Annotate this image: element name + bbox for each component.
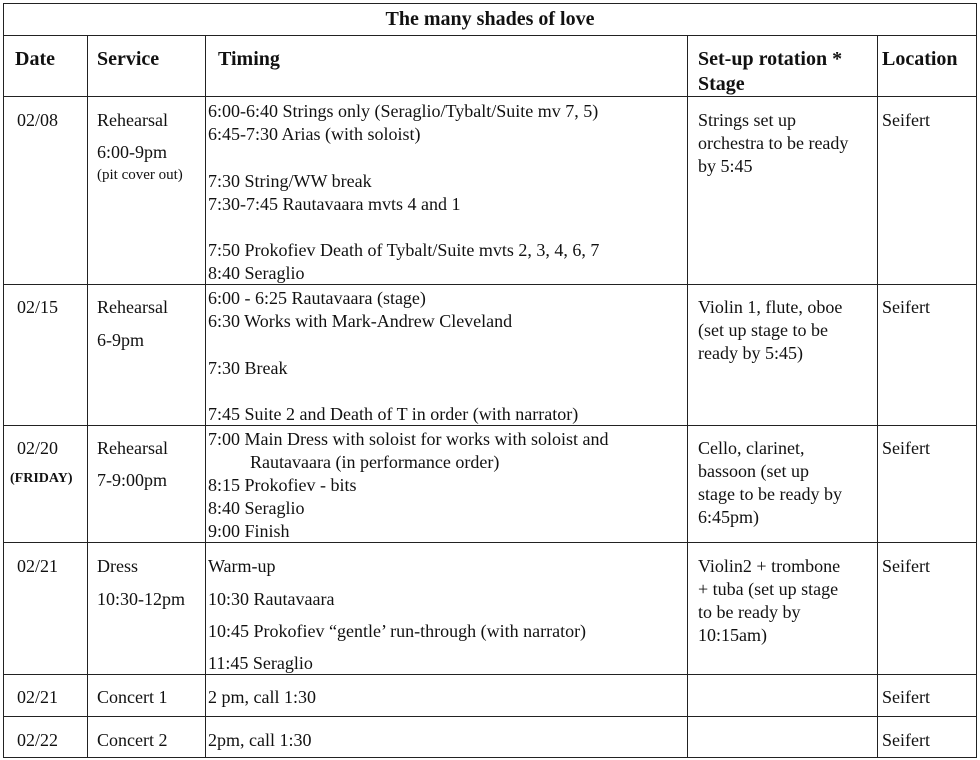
header-service: Service <box>97 48 160 70</box>
row3-setup-2: bassoon (set up <box>698 461 809 481</box>
row4-timing-2: 10:30 Rautavaara <box>208 589 335 609</box>
rule-row5 <box>3 716 977 717</box>
row4-service-time: 10:30-12pm <box>97 589 185 609</box>
row2-service-time: 6-9pm <box>97 330 144 350</box>
row2-timing-3: 7:30 Break <box>208 358 288 378</box>
row1-timing-6: 8:40 Seraglio <box>208 263 305 283</box>
row2-date: 02/15 <box>17 297 59 317</box>
row6-service: Concert 2 <box>97 730 168 750</box>
row4-location: Seifert <box>882 556 930 576</box>
row5-date: 02/21 <box>17 687 59 707</box>
row3-date: 02/20 <box>17 438 59 458</box>
row3-timing-1: 7:00 Main Dress with soloist for works with soloist and <box>208 429 609 449</box>
table-title: The many shades of love <box>385 8 595 30</box>
col-rule-1 <box>87 35 88 758</box>
row2-setup-2: (set up stage to be <box>698 320 828 340</box>
row4-setup-1: Violin2 + trombone <box>698 556 841 576</box>
row3-timing-2: Rautavaara (in performance order) <box>250 452 500 472</box>
row3-setup-1: Cello, clarinet, <box>698 438 805 458</box>
row3-timing-5: 9:00 Finish <box>208 521 290 541</box>
row2-timing-2: 6:30 Works with Mark-Andrew Cleveland <box>208 311 513 331</box>
row4-timing-3: 10:45 Prokofiev “gentle’ run-through (with narrator) <box>208 621 587 641</box>
rule-title <box>3 35 977 36</box>
row1-date: 02/08 <box>17 110 59 130</box>
row3-setup-3: stage to be ready by <box>698 484 842 504</box>
row4-timing-1: Warm-up <box>208 556 276 576</box>
row1-timing-4: 7:30-7:45 Rautavaara mvts 4 and 1 <box>208 194 461 214</box>
row3-setup-4: 6:45pm) <box>698 507 759 527</box>
row1-setup-3: by 5:45 <box>698 156 753 176</box>
rule-header <box>3 96 977 97</box>
row2-timing-4: 7:45 Suite 2 and Death of T in order (with narrator) <box>208 404 579 424</box>
row4-setup-4: 10:15am) <box>698 625 767 645</box>
row6-location: Seifert <box>882 730 930 750</box>
header-date: Date <box>15 48 55 70</box>
row4-timing-4: 11:45 Seraglio <box>208 653 313 673</box>
row5-service: Concert 1 <box>97 687 168 707</box>
row3-location: Seifert <box>882 438 930 458</box>
col-rule-4 <box>877 35 878 758</box>
row2-setup-1: Violin 1, flute, oboe <box>698 297 843 317</box>
row2-service: Rehearsal <box>97 297 168 317</box>
row1-service-note: (pit cover out) <box>97 167 183 183</box>
rule-row3 <box>3 542 977 543</box>
row3-timing-4: 8:40 Seraglio <box>208 498 305 518</box>
header-timing: Timing <box>218 48 280 70</box>
row1-service-time: 6:00-9pm <box>97 142 167 162</box>
row5-location: Seifert <box>882 687 930 707</box>
row6-timing-1: 2pm, call 1:30 <box>208 730 312 750</box>
row5-timing-1: 2 pm, call 1:30 <box>208 687 316 707</box>
row4-setup-2: + tuba (set up stage <box>698 579 839 599</box>
row1-setup-2: orchestra to be ready <box>698 133 849 153</box>
row4-service: Dress <box>97 556 138 576</box>
row3-service: Rehearsal <box>97 438 168 458</box>
col-rule-2 <box>205 35 206 758</box>
row6-date: 02/22 <box>17 730 59 750</box>
row3-date-note: (FRIDAY) <box>10 471 73 486</box>
row2-setup-3: ready by 5:45) <box>698 343 803 363</box>
row3-service-time: 7-9:00pm <box>97 470 167 490</box>
col-rule-3 <box>687 35 688 758</box>
row1-service: Rehearsal <box>97 110 168 130</box>
row1-timing-2: 6:45-7:30 Arias (with soloist) <box>208 124 421 144</box>
rule-row4 <box>3 674 977 675</box>
row4-date: 02/21 <box>17 556 59 576</box>
row1-timing-3: 7:30 String/WW break <box>208 171 372 191</box>
header-location: Location <box>882 48 958 70</box>
row1-setup-1: Strings set up <box>698 110 797 130</box>
row3-timing-3: 8:15 Prokofiev - bits <box>208 475 357 495</box>
row2-timing-1: 6:00 - 6:25 Rautavaara (stage) <box>208 288 426 308</box>
row2-location: Seifert <box>882 297 930 317</box>
header-setup-line2: Stage <box>698 73 745 95</box>
row4-setup-3: to be ready by <box>698 602 801 622</box>
rule-row1 <box>3 284 977 285</box>
row1-location: Seifert <box>882 110 930 130</box>
row1-timing-5: 7:50 Prokofiev Death of Tybalt/Suite mvts 2, 3, 4, 6, 7 <box>208 240 600 260</box>
row1-timing-1: 6:00-6:40 Strings only (Seraglio/Tybalt/Suite mv 7, 5) <box>208 101 599 121</box>
header-setup-line1: Set-up rotation * <box>698 48 843 70</box>
